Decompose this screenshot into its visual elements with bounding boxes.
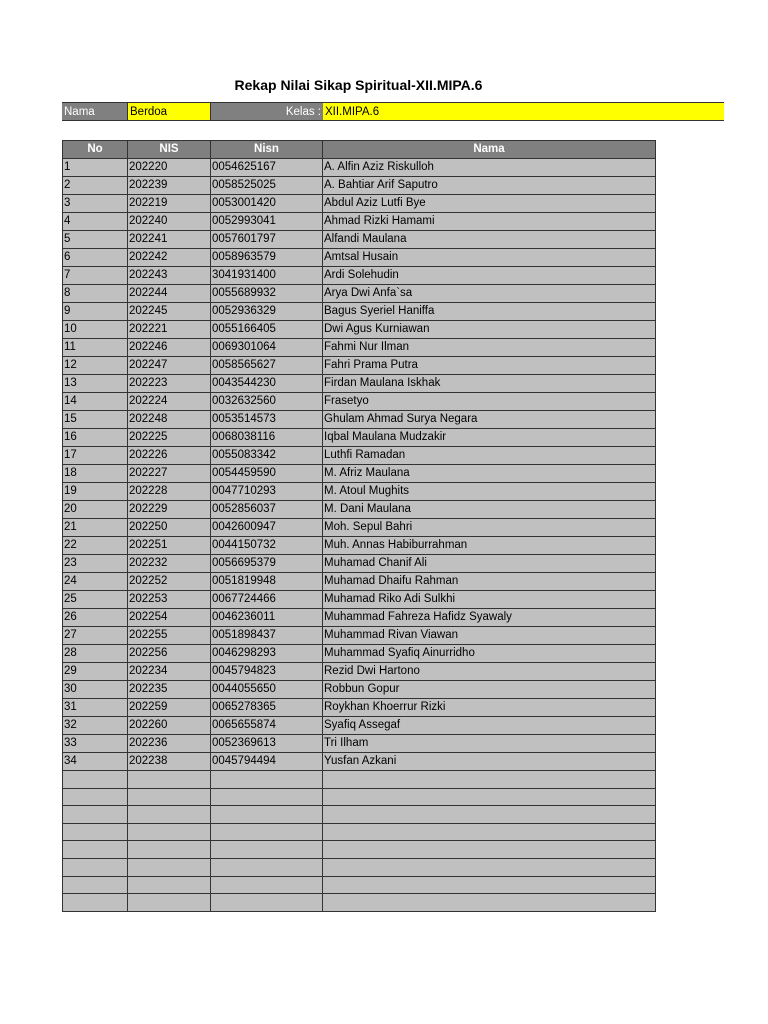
table-row bbox=[63, 573, 656, 591]
cell-nama: Muhamad Chanif Ali bbox=[323, 555, 656, 573]
cell-nisn: 0055689932 bbox=[211, 285, 323, 303]
cell-nama bbox=[323, 806, 656, 824]
cell-nis: 202244 bbox=[128, 285, 211, 303]
cell-nama bbox=[323, 841, 656, 859]
header-nama: Nama bbox=[323, 141, 656, 159]
cell-nis: 202254 bbox=[128, 609, 211, 627]
cell-no bbox=[63, 823, 128, 841]
cell-nama: Fahri Prama Putra bbox=[323, 357, 656, 375]
cell-nis: 202224 bbox=[128, 393, 211, 411]
table-row bbox=[63, 519, 656, 537]
cell-nisn: 0055166405 bbox=[211, 321, 323, 339]
cell-nisn: 0054459590 bbox=[211, 465, 323, 483]
cell-nama: Alfandi Maulana bbox=[323, 231, 656, 249]
cell-nisn: 0065655874 bbox=[211, 717, 323, 735]
cell-no: 26 bbox=[63, 609, 128, 627]
cell-nisn bbox=[211, 788, 323, 806]
table-row bbox=[63, 663, 656, 681]
cell-nama: Muh. Annas Habiburrahman bbox=[323, 537, 656, 555]
cell-no: 13 bbox=[63, 375, 128, 393]
cell-nama: Ardi Solehudin bbox=[323, 267, 656, 285]
cell-nis: 202255 bbox=[128, 627, 211, 645]
cell-nama: Rezid Dwi Hartono bbox=[323, 663, 656, 681]
cell-nisn: 0044055650 bbox=[211, 681, 323, 699]
cell-nis: 202240 bbox=[128, 213, 211, 231]
cell-nama bbox=[323, 876, 656, 894]
table-row bbox=[63, 717, 656, 735]
cell-no: 31 bbox=[63, 699, 128, 717]
header-nisn: Nisn bbox=[211, 141, 323, 159]
student-table bbox=[62, 140, 656, 912]
cell-nis: 202239 bbox=[128, 177, 211, 195]
cell-nama: Luthfi Ramadan bbox=[323, 447, 656, 465]
cell-nama bbox=[323, 823, 656, 841]
table-row bbox=[63, 894, 656, 912]
student-table-container bbox=[62, 140, 656, 912]
cell-nisn: 0044150732 bbox=[211, 537, 323, 555]
cell-no: 10 bbox=[63, 321, 128, 339]
table-row bbox=[63, 483, 656, 501]
cell-nis: 202234 bbox=[128, 663, 211, 681]
cell-no: 8 bbox=[63, 285, 128, 303]
cell-nama: Muhamad Riko Adi Sulkhi bbox=[323, 591, 656, 609]
cell-no: 3 bbox=[63, 195, 128, 213]
table-row bbox=[63, 447, 656, 465]
nama-label: Nama bbox=[62, 102, 127, 121]
table-row bbox=[63, 303, 656, 321]
cell-nisn: 0052993041 bbox=[211, 213, 323, 231]
cell-nama: Ghulam Ahmad Surya Negara bbox=[323, 411, 656, 429]
cell-nis: 202238 bbox=[128, 753, 211, 771]
cell-no: 14 bbox=[63, 393, 128, 411]
table-row bbox=[63, 195, 656, 213]
cell-no: 23 bbox=[63, 555, 128, 573]
table-row bbox=[63, 159, 656, 177]
cell-nama: Syafiq Assegaf bbox=[323, 717, 656, 735]
cell-nama: Iqbal Maulana Mudzakir bbox=[323, 429, 656, 447]
cell-nama: Fahmi Nur Ilman bbox=[323, 339, 656, 357]
cell-nama: A. Alfin Aziz Riskulloh bbox=[323, 159, 656, 177]
cell-nisn bbox=[211, 806, 323, 824]
table-body bbox=[63, 159, 656, 912]
table-row bbox=[63, 393, 656, 411]
table-row bbox=[63, 267, 656, 285]
cell-nama: Muhammad Syafiq Ainurridho bbox=[323, 645, 656, 663]
cell-nisn: 0068038116 bbox=[211, 429, 323, 447]
cell-nisn: 0058565627 bbox=[211, 357, 323, 375]
table-row bbox=[63, 788, 656, 806]
cell-nis: 202246 bbox=[128, 339, 211, 357]
cell-no bbox=[63, 806, 128, 824]
cell-nama: Frasetyo bbox=[323, 393, 656, 411]
cell-nisn: 0052856037 bbox=[211, 501, 323, 519]
cell-nama: Firdan Maulana Iskhak bbox=[323, 375, 656, 393]
table-row bbox=[63, 681, 656, 699]
cell-nis bbox=[128, 894, 211, 912]
cell-nis: 202252 bbox=[128, 573, 211, 591]
cell-nisn: 0042600947 bbox=[211, 519, 323, 537]
table-row bbox=[63, 501, 656, 519]
cell-nisn: 0043544230 bbox=[211, 375, 323, 393]
cell-nis: 202221 bbox=[128, 321, 211, 339]
table-row bbox=[63, 645, 656, 663]
cell-no bbox=[63, 876, 128, 894]
cell-nis bbox=[128, 859, 211, 877]
cell-nisn: 0052369613 bbox=[211, 735, 323, 753]
cell-nisn: 0045794494 bbox=[211, 753, 323, 771]
cell-nama: M. Dani Maulana bbox=[323, 501, 656, 519]
cell-no: 4 bbox=[63, 213, 128, 231]
cell-no: 15 bbox=[63, 411, 128, 429]
cell-nis: 202243 bbox=[128, 267, 211, 285]
cell-nisn bbox=[211, 894, 323, 912]
cell-nis bbox=[128, 771, 211, 789]
cell-nama: Roykhan Khoerrur Rizki bbox=[323, 699, 656, 717]
cell-nama: M. Afriz Maulana bbox=[323, 465, 656, 483]
cell-no bbox=[63, 771, 128, 789]
cell-nis: 202242 bbox=[128, 249, 211, 267]
header-no: No bbox=[63, 141, 128, 159]
cell-no: 18 bbox=[63, 465, 128, 483]
cell-nisn: 0065278365 bbox=[211, 699, 323, 717]
cell-no bbox=[63, 841, 128, 859]
table-row bbox=[63, 357, 656, 375]
cell-nama: Arya Dwi Anfa`sa bbox=[323, 285, 656, 303]
cell-nis bbox=[128, 841, 211, 859]
cell-nisn: 0058525025 bbox=[211, 177, 323, 195]
cell-no: 2 bbox=[63, 177, 128, 195]
cell-nis: 202241 bbox=[128, 231, 211, 249]
table-row bbox=[63, 429, 656, 447]
cell-no: 16 bbox=[63, 429, 128, 447]
cell-nisn: 0051898437 bbox=[211, 627, 323, 645]
cell-nisn: 0058963579 bbox=[211, 249, 323, 267]
cell-no: 7 bbox=[63, 267, 128, 285]
table-row bbox=[63, 753, 656, 771]
cell-nisn: 0045794823 bbox=[211, 663, 323, 681]
table-row bbox=[63, 375, 656, 393]
table-row bbox=[63, 627, 656, 645]
table-row bbox=[63, 177, 656, 195]
cell-no: 34 bbox=[63, 753, 128, 771]
cell-nisn: 0047710293 bbox=[211, 483, 323, 501]
cell-nisn: 0055083342 bbox=[211, 447, 323, 465]
cell-nisn: 0057601797 bbox=[211, 231, 323, 249]
cell-nama: Amtsal Husain bbox=[323, 249, 656, 267]
cell-nis: 202256 bbox=[128, 645, 211, 663]
cell-nis: 202247 bbox=[128, 357, 211, 375]
kelas-label: Kelas : bbox=[211, 102, 323, 121]
cell-no: 25 bbox=[63, 591, 128, 609]
cell-nama: M. Atoul Mughits bbox=[323, 483, 656, 501]
cell-nis: 202245 bbox=[128, 303, 211, 321]
cell-no: 24 bbox=[63, 573, 128, 591]
table-row bbox=[63, 591, 656, 609]
cell-nisn bbox=[211, 859, 323, 877]
cell-no: 19 bbox=[63, 483, 128, 501]
cell-nama: Muhammad Rivan Viawan bbox=[323, 627, 656, 645]
cell-nis: 202232 bbox=[128, 555, 211, 573]
table-row bbox=[63, 411, 656, 429]
cell-nisn: 0046236011 bbox=[211, 609, 323, 627]
cell-no: 5 bbox=[63, 231, 128, 249]
cell-no bbox=[63, 894, 128, 912]
cell-no: 30 bbox=[63, 681, 128, 699]
table-row bbox=[63, 823, 656, 841]
cell-nisn: 0069301064 bbox=[211, 339, 323, 357]
table-row bbox=[63, 841, 656, 859]
table-row bbox=[63, 876, 656, 894]
cell-nis: 202223 bbox=[128, 375, 211, 393]
cell-nis: 202219 bbox=[128, 195, 211, 213]
cell-nis: 202259 bbox=[128, 699, 211, 717]
table-row bbox=[63, 859, 656, 877]
cell-nama bbox=[323, 859, 656, 877]
cell-nama: Moh. Sepul Bahri bbox=[323, 519, 656, 537]
cell-no: 32 bbox=[63, 717, 128, 735]
table-row bbox=[63, 213, 656, 231]
kelas-value: XII.MIPA.6 bbox=[323, 102, 724, 121]
cell-nisn: 0053514573 bbox=[211, 411, 323, 429]
cell-nisn: 0067724466 bbox=[211, 591, 323, 609]
cell-nisn bbox=[211, 823, 323, 841]
cell-no: 27 bbox=[63, 627, 128, 645]
nama-value: Berdoa bbox=[127, 102, 211, 121]
cell-nis: 202229 bbox=[128, 501, 211, 519]
page-title: Rekap Nilai Sikap Spiritual-XII.MIPA.6 bbox=[234, 77, 483, 93]
cell-nama bbox=[323, 771, 656, 789]
cell-nis bbox=[128, 788, 211, 806]
cell-nisn: 0054625167 bbox=[211, 159, 323, 177]
table-row bbox=[63, 806, 656, 824]
table-row bbox=[63, 231, 656, 249]
table-row bbox=[63, 537, 656, 555]
cell-no: 29 bbox=[63, 663, 128, 681]
cell-nama: Ahmad Rizki Hamami bbox=[323, 213, 656, 231]
cell-nama: Yusfan Azkani bbox=[323, 753, 656, 771]
cell-nisn bbox=[211, 876, 323, 894]
table-row bbox=[63, 249, 656, 267]
cell-nis: 202228 bbox=[128, 483, 211, 501]
cell-no: 12 bbox=[63, 357, 128, 375]
cell-no: 11 bbox=[63, 339, 128, 357]
table-row bbox=[63, 555, 656, 573]
cell-nisn: 0046298293 bbox=[211, 645, 323, 663]
table-row bbox=[63, 609, 656, 627]
cell-nisn: 3041931400 bbox=[211, 267, 323, 285]
cell-no: 22 bbox=[63, 537, 128, 555]
cell-nis: 202251 bbox=[128, 537, 211, 555]
header-nis: NIS bbox=[128, 141, 211, 159]
cell-nis: 202248 bbox=[128, 411, 211, 429]
table-row bbox=[63, 285, 656, 303]
cell-nisn: 0051819948 bbox=[211, 573, 323, 591]
cell-nama bbox=[323, 894, 656, 912]
table-row bbox=[63, 339, 656, 357]
cell-no: 9 bbox=[63, 303, 128, 321]
table-row bbox=[63, 465, 656, 483]
cell-nis bbox=[128, 806, 211, 824]
table-row bbox=[63, 771, 656, 789]
cell-nama: Robbun Gopur bbox=[323, 681, 656, 699]
table-row bbox=[63, 735, 656, 753]
cell-nis: 202226 bbox=[128, 447, 211, 465]
info-row bbox=[62, 102, 724, 121]
cell-no bbox=[63, 859, 128, 877]
cell-nis: 202260 bbox=[128, 717, 211, 735]
cell-no: 21 bbox=[63, 519, 128, 537]
cell-no: 33 bbox=[63, 735, 128, 753]
cell-no: 20 bbox=[63, 501, 128, 519]
cell-nis: 202250 bbox=[128, 519, 211, 537]
cell-nama: Muhammad Fahreza Hafidz Syawaly bbox=[323, 609, 656, 627]
cell-nama: Tri Ilham bbox=[323, 735, 656, 753]
cell-nisn: 0052936329 bbox=[211, 303, 323, 321]
cell-nama: A. Bahtiar Arif Saputro bbox=[323, 177, 656, 195]
cell-nisn: 0032632560 bbox=[211, 393, 323, 411]
cell-nama: Dwi Agus Kurniawan bbox=[323, 321, 656, 339]
cell-no: 28 bbox=[63, 645, 128, 663]
cell-no: 17 bbox=[63, 447, 128, 465]
cell-nis: 202225 bbox=[128, 429, 211, 447]
cell-no: 1 bbox=[63, 159, 128, 177]
cell-nama: Muhamad Dhaifu Rahman bbox=[323, 573, 656, 591]
cell-nis: 202236 bbox=[128, 735, 211, 753]
table-row bbox=[63, 699, 656, 717]
cell-nama bbox=[323, 788, 656, 806]
cell-nama: Abdul Aziz Lutfi Bye bbox=[323, 195, 656, 213]
cell-nisn: 0056695379 bbox=[211, 555, 323, 573]
cell-no bbox=[63, 788, 128, 806]
cell-nis bbox=[128, 876, 211, 894]
table-header-row bbox=[63, 141, 656, 159]
cell-nis: 202253 bbox=[128, 591, 211, 609]
cell-nis bbox=[128, 823, 211, 841]
cell-no: 6 bbox=[63, 249, 128, 267]
table-row bbox=[63, 321, 656, 339]
cell-nama: Bagus Syeriel Haniffa bbox=[323, 303, 656, 321]
cell-nisn bbox=[211, 841, 323, 859]
cell-nisn bbox=[211, 771, 323, 789]
cell-nis: 202235 bbox=[128, 681, 211, 699]
cell-nis: 202220 bbox=[128, 159, 211, 177]
cell-nisn: 0053001420 bbox=[211, 195, 323, 213]
cell-nis: 202227 bbox=[128, 465, 211, 483]
